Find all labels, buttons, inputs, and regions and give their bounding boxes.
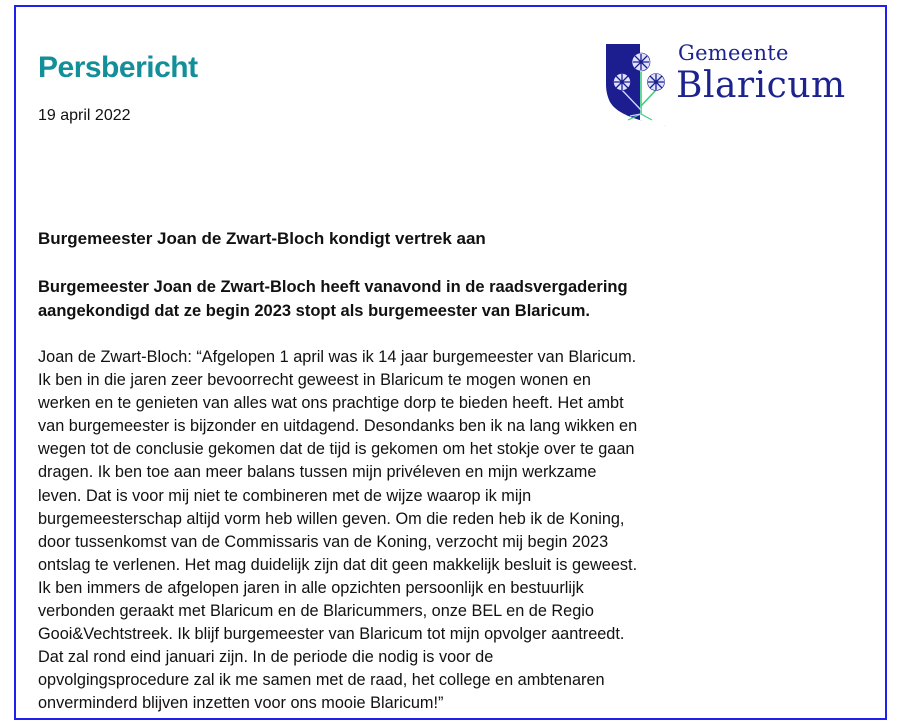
body-line: wegen tot de conclusie gekomen dat de tijd is gekomen om het stokje over te gaan [38, 440, 635, 459]
body-line: Ik ben immers de afgelopen jaren in alle opzichten persoonlijk en bestuurlijk [38, 578, 584, 597]
body-line: verbonden geraakt met Blaricum en de Blaricummers, onze BEL en de Regio [38, 602, 594, 621]
article-lead [38, 275, 678, 323]
body-line: Dat zal rond eind januari zijn. In de periode die nodig is voor de [38, 648, 494, 667]
body-line: ontslag te verlenen. Het mag duidelijk zijn dat dit geen makkelijk besluit is geweest. [38, 555, 638, 574]
article-body [38, 346, 738, 716]
release-date: 19 april 2022 [38, 107, 131, 124]
body-line: dragen. Ik ben toe aan meer balans tussen mijn privéleven en mijn werkzame [38, 463, 597, 482]
page-title: Persbericht [38, 51, 198, 84]
body-line: Joan de Zwart-Bloch: “Afgelopen 1 april was ik 14 jaar burgemeester van Blaricum. [38, 348, 637, 366]
article-headline: Burgemeester Joan de Zwart-Bloch kondigt vertrek aan [38, 229, 486, 248]
body-line: opvolgingsprocedure zal ik me samen met de raad, het college en ambtenaren [38, 671, 605, 690]
lead-line: aangekondigd dat ze begin 2023 stopt als burgemeester van Blaricum. [38, 302, 590, 320]
blaricum-coat-of-arms-icon [604, 36, 666, 126]
municipality-logo [604, 36, 844, 126]
body-line: Ik ben in die jaren zeer bevoorrecht geweest in Blaricum te mogen wonen en [38, 371, 591, 390]
logo-text-gemeente: Gemeente [678, 41, 789, 65]
body-line: Gooi&Vechtstreek. Ik blijf burgemeester van Blaricum tot mijn opvolger aantreedt. [38, 625, 625, 644]
logo-text-blaricum: Blaricum [676, 65, 846, 106]
lead-line: Burgemeester Joan de Zwart-Bloch heeft vanavond in de raadsvergadering [38, 278, 628, 296]
body-line: werken en te genieten van alles wat ons prachtige dorp te bieden heeft. Het ambt [38, 394, 624, 413]
body-line: van burgemeester is bijzonder en uitdagend. Desondanks ben ik na lang wikken en [38, 417, 638, 436]
press-release-page [14, 5, 887, 720]
body-line: leven. Dat is voor mij niet te combineren met de wijze waarop ik mijn [38, 486, 532, 505]
body-line: door tussenkomst van de Commissaris van de Koning, verzocht mij begin 2023 [38, 532, 609, 551]
body-line: burgemeesterschap altijd vorm heb willen geven. Om die reden heb ik de Koning, [38, 509, 625, 528]
body-line: onverminderd blijven inzetten voor ons mooie Blaricum!” [38, 694, 444, 713]
